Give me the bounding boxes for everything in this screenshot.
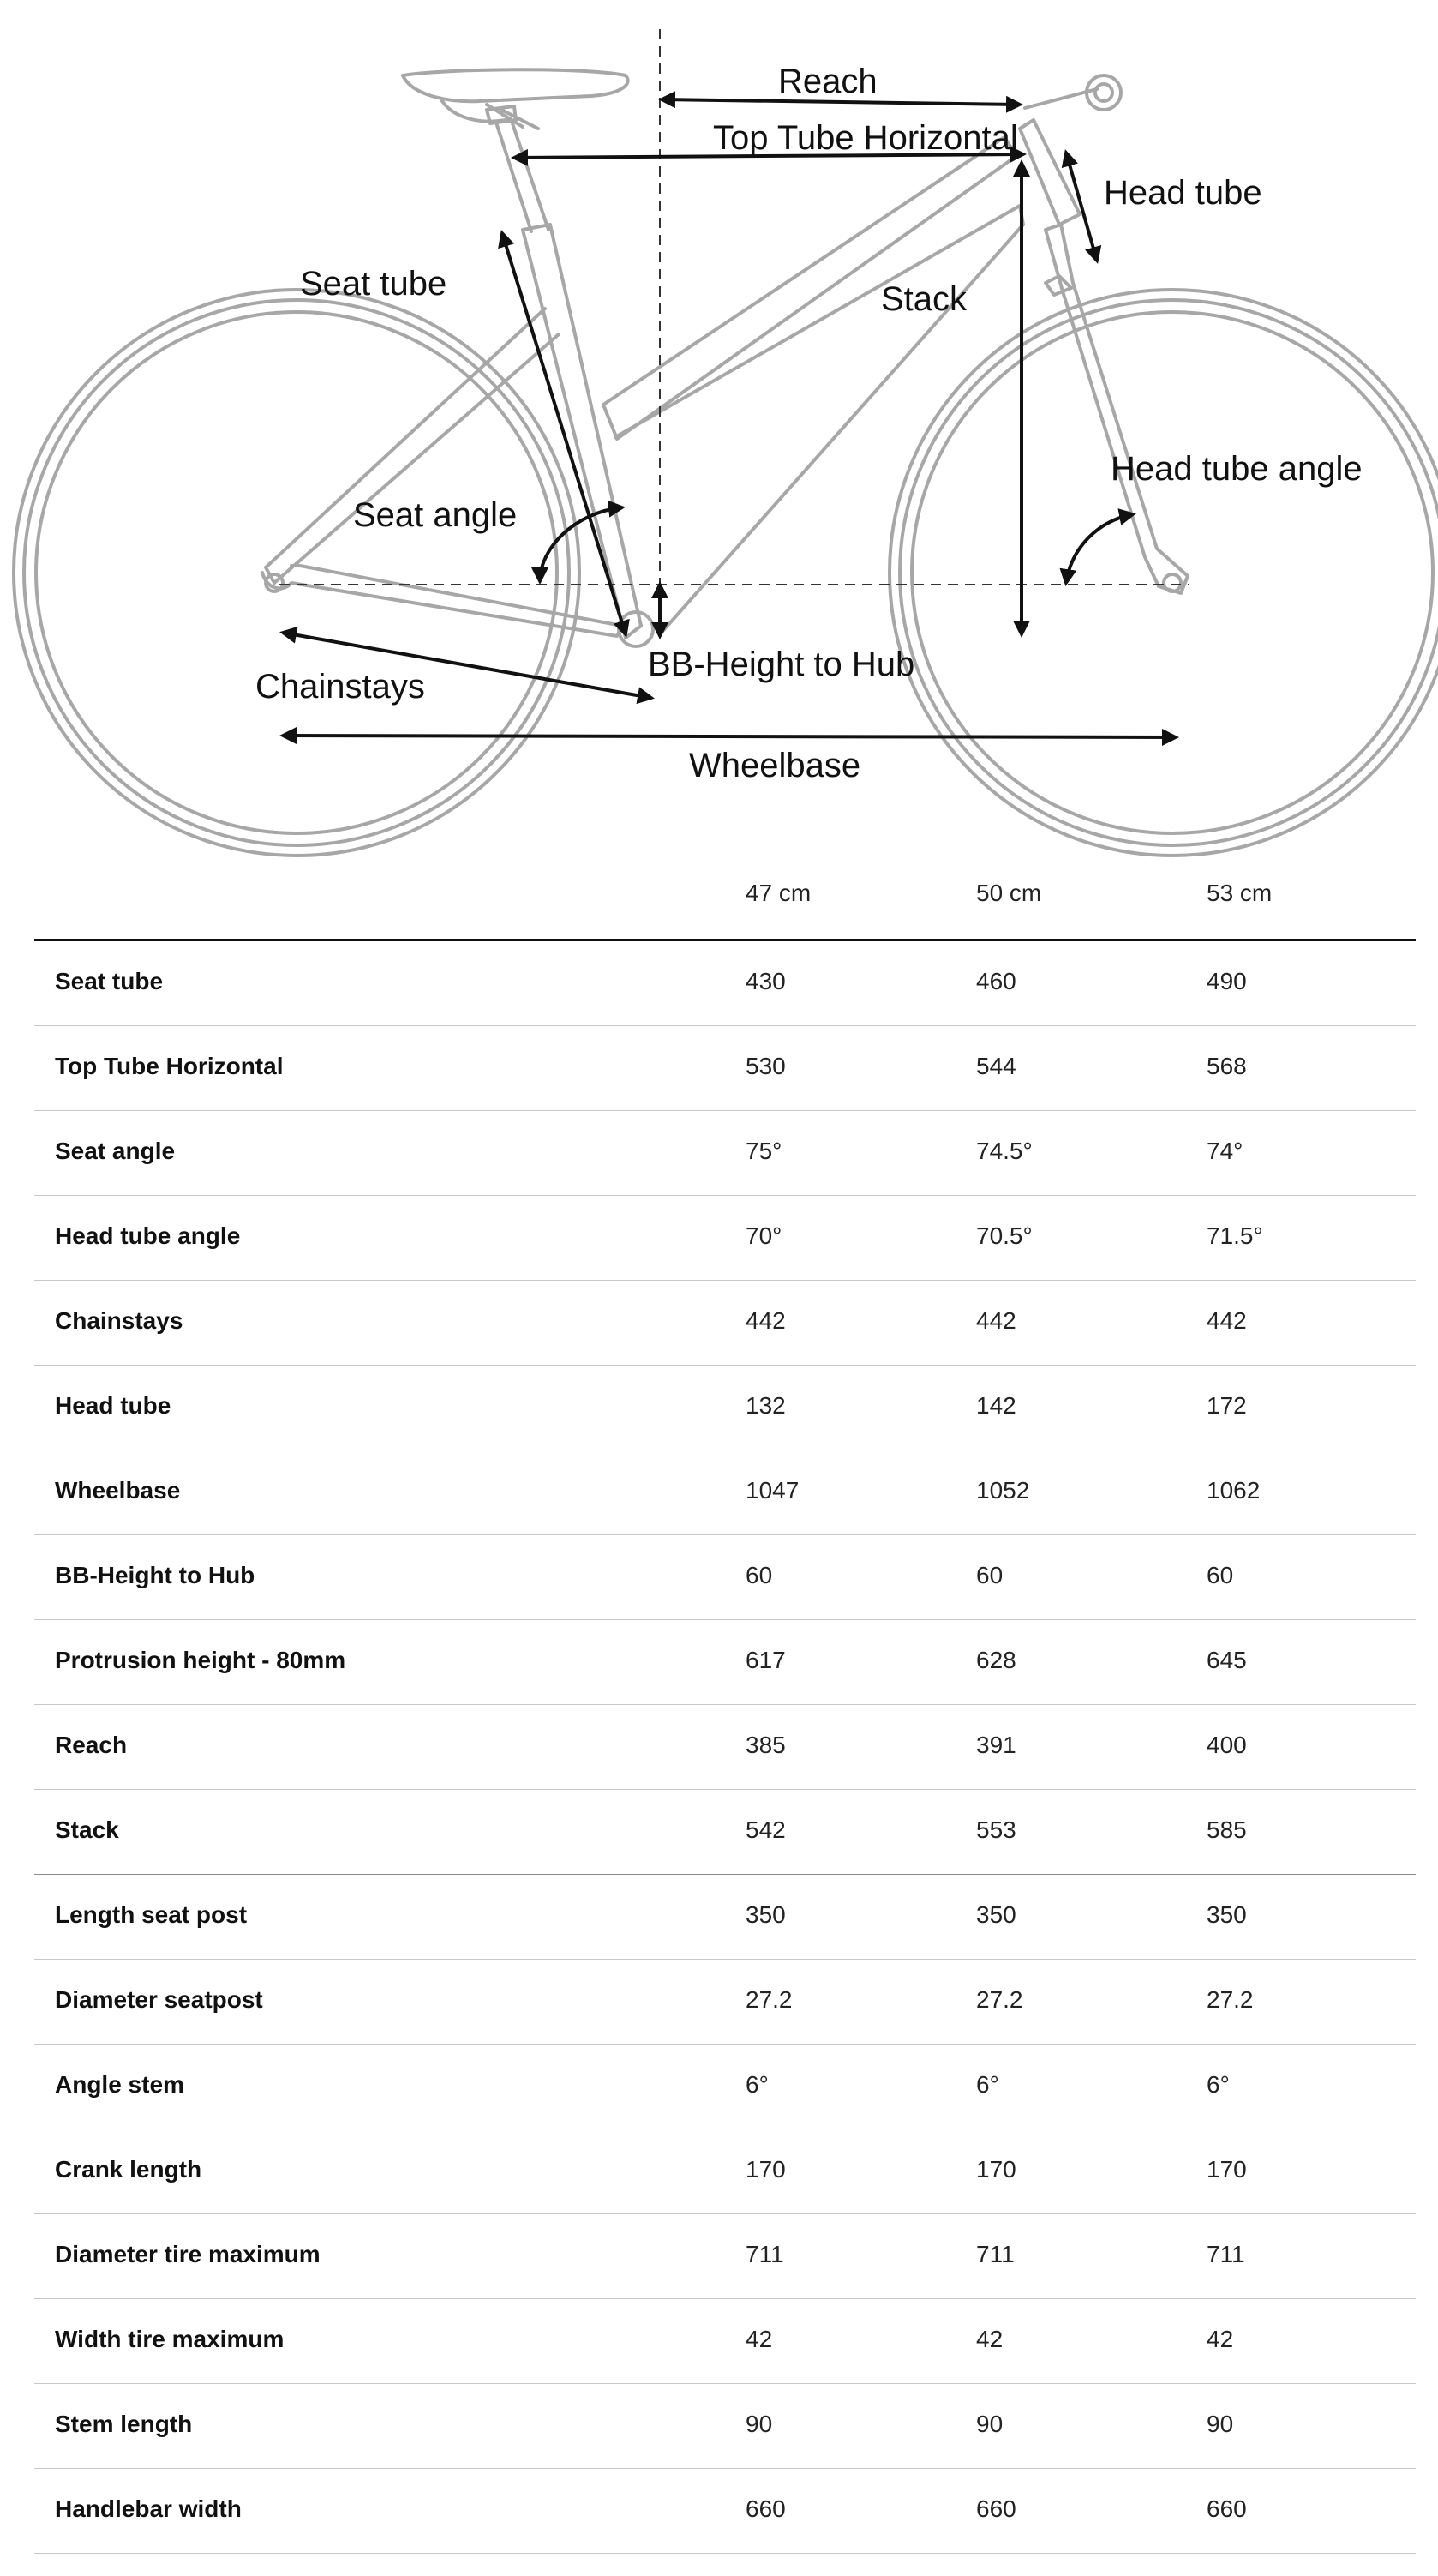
table-cell: 172 [1207,1392,1247,1419]
size-header: 53 cm [1207,880,1273,906]
row-label: Crank length [55,2156,202,2183]
table-row [34,1790,1416,1875]
table-cell: 585 [1207,1816,1247,1843]
row-label: BB-Height to Hub [55,1562,255,1588]
table-cell: 430 [746,968,786,994]
row-label: Head tube [55,1392,171,1419]
table-row [34,1196,1416,1281]
table-cell: 74.5° [976,1138,1033,1164]
table-row [34,2129,1416,2214]
table-cell: 553 [976,1816,1016,1843]
table-cell: 400 [1207,1732,1247,1758]
table-body [34,941,1416,2554]
table-cell: 542 [746,1816,786,1843]
table-row [34,941,1416,1026]
label-head-tube: Head tube [1104,174,1262,212]
table-row [34,1875,1416,1960]
size-header: 47 cm [746,880,812,906]
table-row [34,1026,1416,1111]
label-stack: Stack [881,280,968,318]
table-cell: 442 [976,1307,1016,1334]
head-tube-arrow [1066,153,1097,261]
table-cell: 460 [976,968,1016,994]
table-cell: 170 [1207,2156,1247,2183]
table-cell: 74° [1207,1138,1243,1164]
row-label: Diameter seatpost [55,1986,263,2013]
table-cell: 6° [976,2071,999,2098]
table-cell: 568 [1207,1053,1247,1079]
label-wheelbase: Wheelbase [689,747,861,784]
table-cell: 660 [1207,2495,1247,2522]
table-row [34,1535,1416,1620]
table-cell: 42 [1207,2326,1234,2352]
table-row [34,1281,1416,1366]
table-row [34,1705,1416,1790]
table-cell: 617 [746,1647,786,1673]
table-cell: 142 [976,1392,1016,1419]
front-wheel [890,290,1438,856]
table-cell: 27.2 [976,1986,1023,2013]
table-row [34,1111,1416,1196]
row-label: Stem length [55,2411,193,2437]
table-cell: 42 [746,2326,773,2352]
row-label: Width tire maximum [55,2326,285,2352]
table-cell: 711 [746,2241,784,2267]
row-label: Stack [55,1816,119,1843]
table-cell: 170 [746,2156,786,2183]
label-top-tube-horizontal: Top Tube Horizontal [713,119,1018,157]
table-cell: 628 [976,1647,1016,1673]
table-cell: 711 [1207,2241,1245,2267]
table-cell: 1052 [976,1477,1030,1504]
table-cell: 645 [1207,1647,1247,1673]
label-head-tube-angle: Head tube angle [1111,450,1363,488]
label-reach: Reach [778,63,878,100]
table-cell: 27.2 [746,1986,793,2013]
table-cell: 350 [976,1901,1016,1928]
row-label: Reach [55,1732,128,1758]
table-cell: 6° [746,2071,769,2098]
table-cell: 27.2 [1207,1986,1254,2013]
table-cell: 350 [1207,1901,1247,1928]
table-cell: 42 [976,2326,1004,2352]
table-cell: 60 [1207,1562,1234,1588]
table-cell: 71.5° [1207,1222,1263,1249]
table-cell: 90 [746,2411,773,2437]
table-cell: 544 [976,1053,1016,1079]
table-cell: 391 [976,1732,1016,1758]
table-cell: 660 [976,2495,1016,2522]
label-seat-tube: Seat tube [300,265,447,303]
row-label: Top Tube Horizontal [55,1053,284,1079]
table-cell: 170 [976,2156,1016,2183]
table-cell: 490 [1207,968,1247,994]
table-cell: 442 [1207,1307,1247,1334]
row-label: Angle stem [55,2071,184,2098]
label-chainstays: Chainstays [255,668,425,706]
table-cell: 350 [746,1901,786,1928]
geometry-table [34,866,1416,2554]
rear-wheel [14,290,579,856]
wheelbase-arrow [283,736,1176,737]
table-cell: 90 [976,2411,1004,2437]
table-cell: 385 [746,1732,786,1758]
table-row [34,2384,1416,2469]
row-label: Seat tube [55,968,164,994]
seat-tube-arrow [502,233,626,634]
table-row [34,2299,1416,2384]
table-row [34,1450,1416,1535]
table-cell: 1047 [746,1477,800,1504]
row-label: Chainstays [55,1307,183,1334]
row-label: Head tube angle [55,1222,241,1249]
table-cell: 90 [1207,2411,1234,2437]
table-row [34,1366,1416,1450]
table-cell: 442 [746,1307,786,1334]
table-cell: 60 [746,1562,773,1588]
table-row [34,2045,1416,2129]
table-row [34,2469,1416,2554]
table-cell: 530 [746,1053,786,1079]
table-cell: 70.5° [976,1222,1033,1249]
row-label: Protrusion height - 80mm [55,1647,346,1673]
table-cell: 660 [746,2495,786,2522]
bike-geometry-diagram [0,0,1438,857]
row-label: Diameter tire maximum [55,2241,321,2267]
row-label: Length seat post [55,1901,248,1928]
label-bb-height-to-hub: BB-Height to Hub [648,646,915,683]
row-label: Wheelbase [55,1477,181,1504]
table-header [34,866,1416,941]
table-cell: 1062 [1207,1477,1261,1504]
table-cell: 75° [746,1138,782,1164]
table-cell: 132 [746,1392,786,1419]
row-label: Handlebar width [55,2495,242,2522]
head-tube-angle-arrow [1066,514,1133,583]
label-seat-angle: Seat angle [353,496,518,534]
table-cell: 6° [1207,2071,1230,2098]
size-header: 50 cm [976,880,1042,906]
table-cell: 70° [746,1222,782,1249]
table-row [34,1620,1416,1705]
table-row [34,2214,1416,2299]
table-cell: 711 [976,2241,1015,2267]
table-cell: 60 [976,1562,1004,1588]
row-label: Seat angle [55,1138,176,1164]
table-row [34,1960,1416,2045]
